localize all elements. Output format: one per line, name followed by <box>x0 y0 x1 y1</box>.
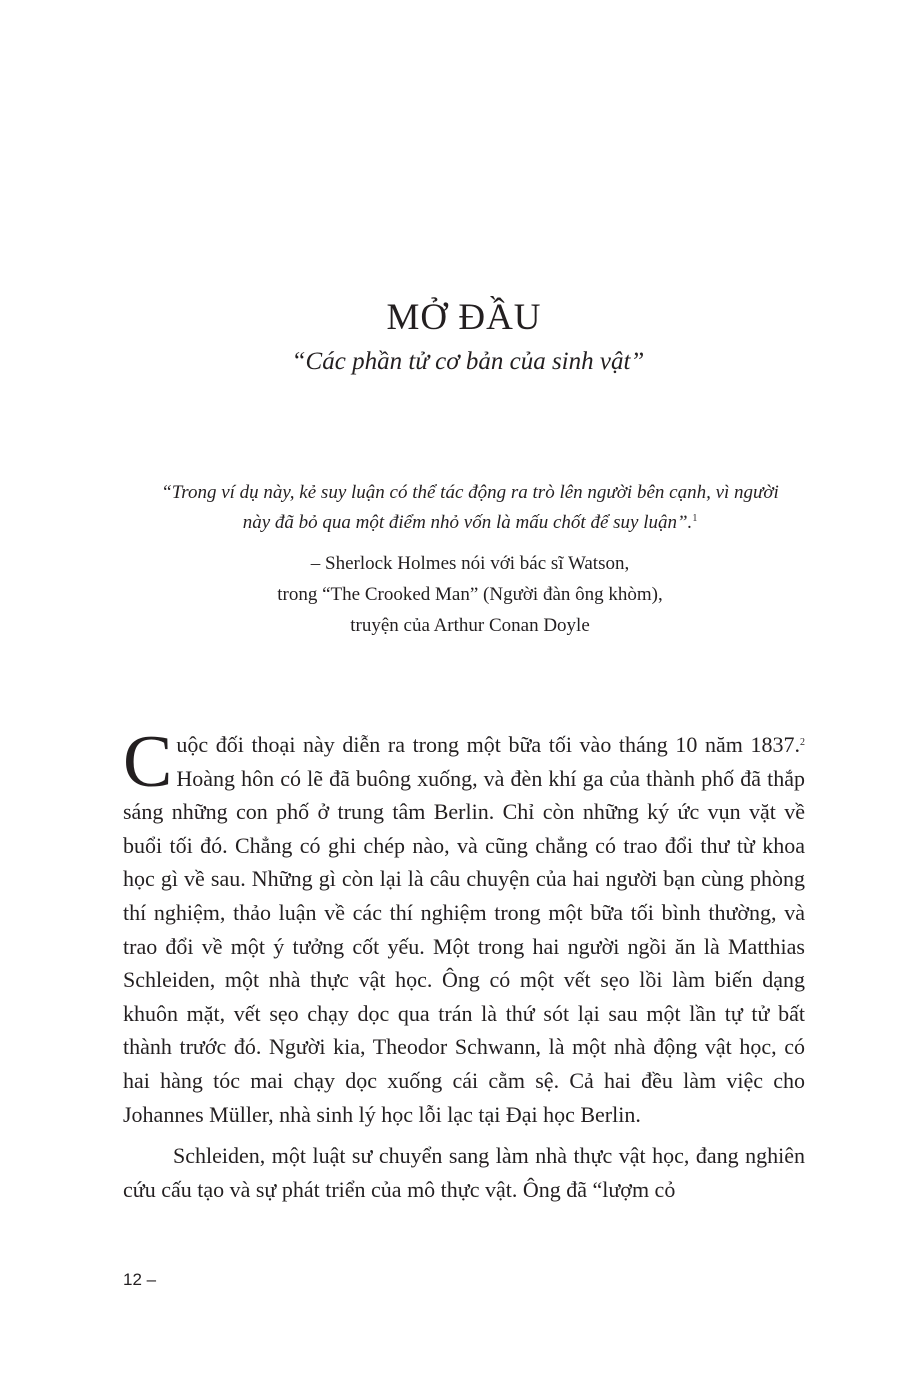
epigraph-quote-text: “Trong ví dụ này, kẻ suy luận có thể tác động ra trò lên người bên cạnh, vì người này đã bỏ qua một điểm nhỏ vốn là mấu chốt để suy luận”. <box>161 482 779 533</box>
paragraph-text: Hoàng hôn có lẽ đã buông xuống, và đèn khí ga của thành phố đã thắp sáng những con phố ở trung tâm Berlin. Chỉ còn những ký ức vụn vặt về buổi tối đó. Chẳng có ghi chép nào, và cũng chẳng có trao đổi thư từ khoa học gì về sau. Những gì còn lại là câu chuyện của hai người bạn cùng phòng thí nghiệm, thảo luận về các thí nghiệm trong một bữa tối bình thường, và trao đổi về một ý tưởng cốt yếu. Một trong hai người ngồi ăn là Matthias Schleiden, một nhà thực vật học. Ông có một vết sẹo lồi làm biến dạng khuôn mặt, vết sẹo chạy dọc qua trán là thứ sót lại sau một lần tự tử bất thành trước đó. Người kia, Theodor Schwann, là một nhà động vật học, có hai hàng tóc mai chạy dọc xuống cái cằm sệ. Cả hai đều làm việc cho Johannes Müller, nhà sinh lý học lỗi lạc tại Đại học Berlin. <box>123 765 805 1127</box>
paragraph-text: uộc đối thoại này diễn ra trong một bữa tối vào tháng 10 năm 1837. <box>176 732 800 757</box>
body-paragraph <box>123 721 805 1131</box>
footnote-marker: 2 <box>800 737 805 748</box>
attribution-line: trong “The Crooked Man” (Người đàn ông khòm), <box>277 584 663 605</box>
epigraph-attribution <box>150 548 790 641</box>
body-text <box>123 721 805 1206</box>
epigraph-quote <box>150 478 790 538</box>
epigraph <box>150 478 790 641</box>
drop-cap: C <box>123 721 173 803</box>
attribution-line: – Sherlock Holmes nói với bác sĩ Watson, <box>310 553 630 574</box>
chapter-subtitle: “Các phần tử cơ bản của sinh vật” <box>291 348 645 375</box>
attribution-line: truyện của Arthur Conan Doyle <box>350 615 590 636</box>
body-paragraph: Schleiden, một luật sư chuyển sang làm nhà thực vật học, đang nghiên cứu cấu tạo và sự phát triển của mô thực vật. Ông đã “lượm cỏ <box>123 1143 805 1202</box>
page-number: 12 – <box>123 1270 157 1289</box>
chapter-title: MỞ ĐẦU <box>386 297 542 338</box>
footnote-marker: 1 <box>692 513 698 524</box>
